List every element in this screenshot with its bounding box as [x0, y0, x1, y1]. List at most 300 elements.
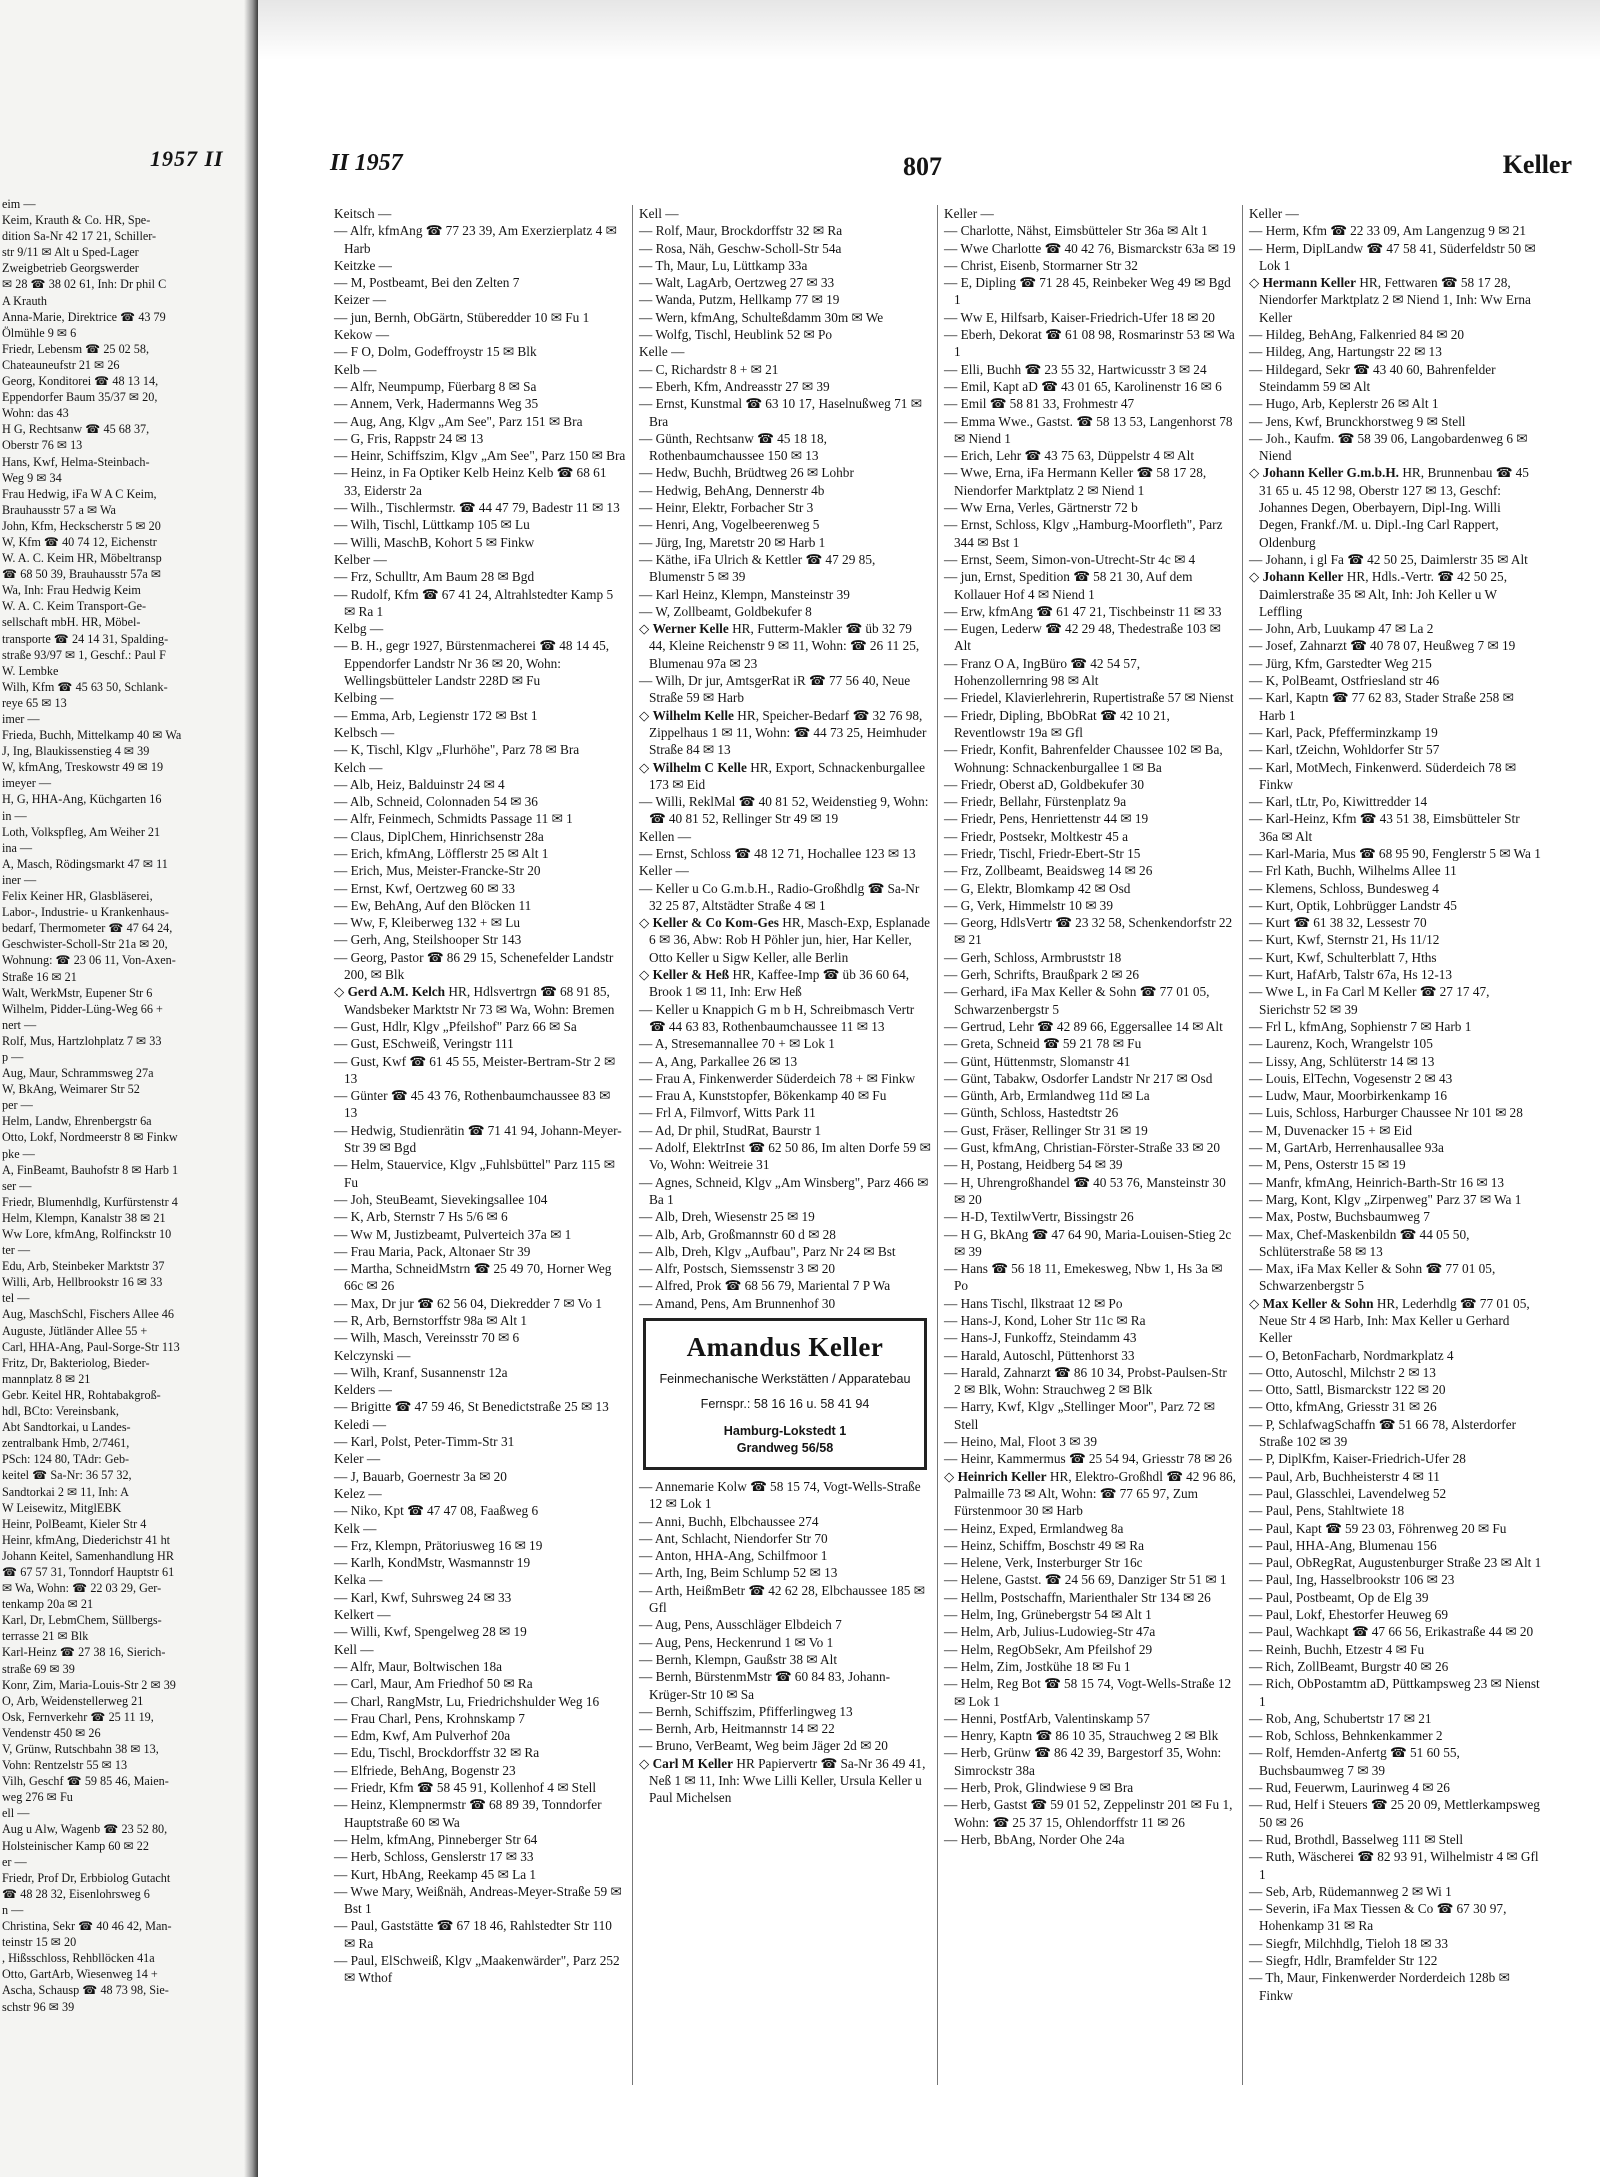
directory-entry: — Wilh, Dr jur, AmtsgerRat iR ☎ 77 56 40, Neue Straße 59 ✉ Harb [639, 673, 911, 706]
page-number: 807 [903, 152, 942, 181]
directory-entry: — Frau A, Finkenwerder Süderdeich 78 + ✉ Finkw [639, 1070, 916, 1086]
directory-entry: — Willi, Kwf, Spengelweg 28 ✉ 19 [334, 1624, 527, 1640]
previous-page-line: per — [2, 1098, 33, 1113]
previous-page-line: , Hißsschloss, Rehbllöcken 41a [2, 1951, 155, 1966]
directory-entry: — P, SchlafwagSchaffn ☎ 51 66 78, Alsterdorfer Straße 102 ✉ 39 [1249, 1416, 1517, 1450]
directory-entry: — Elli, Buchh ☎ 23 55 32, Hartwicusstr 3 ✉ 24 [944, 361, 1207, 377]
directory-entry: — Alb, Heiz, Balduinstr 24 ✉ 4 [334, 776, 505, 792]
previous-page-line: n — [2, 1902, 24, 1917]
surname-heading: Kelbing — [334, 690, 394, 706]
directory-entry: — Edu, Tischl, Brockdorffstr 32 ✉ Ra [334, 1745, 540, 1761]
directory-entry: — Erw, kfmAng ☎ 61 47 21, Tischbeinstr 11 ✉ 33 [944, 603, 1222, 619]
previous-page-line: Frieda, Buchh, Mittelkamp 40 ✉ Wa [2, 728, 182, 743]
directory-entry: — Günth, Arb, Ermlandweg 11d ✉ La [944, 1088, 1150, 1104]
directory-entry: — Günth, Schloss, Hastedtstr 26 [944, 1105, 1119, 1121]
previous-page-line: H G, Rechtsanw ☎ 45 68 37, [2, 422, 150, 437]
directory-entry: — Rosa, Näh, Geschw-Scholl-Str 54a [639, 240, 842, 256]
directory-entry: — Rob, Ang, Schubertstr 17 ✉ 21 [1249, 1710, 1432, 1726]
directory-entry: — Kurt, HafArb, Talstr 67a, Hs 12-13 [1249, 967, 1453, 983]
directory-entry: — Karl, tZeichn, Wohldorfer Str 57 [1249, 742, 1440, 758]
directory-entry: — Hugo, Arb, Keplerstr 26 ✉ Alt 1 [1249, 396, 1439, 412]
directory-entry: — Frau Maria, Pack, Altonaer Str 39 [334, 1243, 531, 1259]
directory-entry: — Hildegard, Sekr ☎ 43 40 60, Bahrenfelder Steindamm 59 ✉ Alt [1249, 361, 1496, 394]
previous-page-line: Friedr, Blumenhdlg, Kurfürstenstr 4 [2, 1194, 178, 1209]
previous-page-line: Keim, Krauth & Co. HR, Spe- [2, 213, 151, 228]
directory-entry: — A, Stresemannallee 70 + ✉ Lok 1 [639, 1036, 835, 1052]
surname-heading: Kell — [334, 1641, 374, 1657]
directory-entry: — Paul, Arb, Buchheisterstr 4 ✉ 11 [1249, 1468, 1440, 1484]
directory-column-3 [938, 205, 1243, 2085]
directory-entry: — Walt, LagArb, Oertzweg 27 ✉ 33 [639, 275, 835, 291]
directory-entry: — Günt, Tabakw, Osdorfer Landstr Nr 217 ✉ Osd [944, 1070, 1213, 1086]
directory-entry: — Rudolf, Kfm ☎ 67 41 24, Altrahlstedter Kamp 5 ✉ Ra 1 [334, 586, 614, 619]
directory-entry: — Charl, RangMstr, Lu, Friedrichshulder Weg 16 [334, 1693, 600, 1709]
directory-column-1 [328, 205, 633, 2085]
previous-page-line: Osk, Fernverkehr ☎ 25 11 19, [2, 1709, 154, 1724]
previous-page-line: Otto, GartArb, Wiesenweg 14 + [2, 1967, 158, 1982]
previous-page-line: W, BkAng, Weimarer Str 52 [2, 1082, 140, 1097]
directory-entry: — Paul, Ing, Hasselbrookstr 106 ✉ 23 [1249, 1572, 1455, 1588]
directory-entry: — P, DiplKfm, Kaiser-Friedrich-Ufer 28 [1249, 1451, 1466, 1467]
company-entry: ◇ Gerd A.M. Kelch HR, Hdlsvertrgn ☎ 68 91 85, Wandsbeker Marktstr Nr 73 ✉ Wa, Wohn: Bremen [334, 984, 615, 1017]
directory-entry: — Hedwig, BehAng, Dennerstr 4b [639, 482, 825, 498]
directory-entry: — Günt, Hüttenmstr, Slomanstr 41 [944, 1053, 1131, 1069]
directory-entry: — Kurt, Optik, Lohbrügger Landstr 45 [1249, 897, 1457, 913]
previous-page-line: Carl, HHA-Ang, Paul-Sorge-Str 113 [2, 1339, 180, 1354]
directory-entry: — Aug, Pens, Ausschläger Elbdeich 7 [639, 1617, 842, 1633]
directory-entry: — Henni, PostfArb, Valentinskamp 57 [944, 1710, 1150, 1726]
directory-entry: — K, PolBeamt, Ostfriesland str 46 [1249, 673, 1440, 689]
previous-page-line: Friedr, Lebensm ☎ 25 02 58, [2, 341, 150, 356]
company-entry: ◇ Hermann Keller HR, Fettwaren ☎ 58 17 28, Niendorfer Marktplatz 2 ✉ Niend 1, Inh: Ww Erna Keller [1249, 275, 1531, 325]
company-entry: ◇ Johann Keller HR, Hdls.-Vertr. ☎ 42 50 25, Daimlerstraße 35 ✉ Alt, Inh: Joh Keller u W Leffling [1249, 569, 1508, 619]
previous-page-line: Ascha, Schausp ☎ 48 73 98, Sie- [2, 1983, 169, 1998]
directory-entry: — Claus, DiplChem, Hinrichsenstr 28a [334, 828, 544, 844]
previous-page-line: teinstr 15 ✉ 20 [2, 1935, 77, 1950]
previous-page-line: W, kfmAng, Treskowstr 49 ✉ 19 [2, 760, 164, 775]
previous-page-line: A, Masch, Rödingsmarkt 47 ✉ 11 [2, 856, 168, 871]
directory-entry: — Herb, Prok, Glindwiese 9 ✉ Bra [944, 1780, 1134, 1796]
directory-entry: — Ww E, Hilfsarb, Kaiser-Friedrich-Ufer 18 ✉ 20 [944, 309, 1215, 325]
directory-entry: — Bernh, Arb, Heitmannstr 14 ✉ 22 [639, 1721, 835, 1737]
directory-entry: — Karl, Polst, Peter-Timm-Str 31 [334, 1434, 515, 1450]
previous-page-line: Auguste, Jütländer Allee 55 + [2, 1323, 148, 1338]
directory-entry: — Anton, HHA-Ang, Schilfmoor 1 [639, 1548, 828, 1564]
previous-page-line: W. A. C. Keim Transport-Ge- [2, 599, 147, 614]
directory-entry: — Gerh, Ang, Steilshooper Str 143 [334, 932, 522, 948]
directory-entry: — G, Elektr, Blomkamp 42 ✉ Osd [944, 880, 1131, 896]
directory-entry: — E, Dipling ☎ 71 28 45, Reinbeker Weg 49 ✉ Bgd 1 [944, 275, 1231, 308]
directory-entry: — Wilh, Tischl, Lüttkamp 105 ✉ Lu [334, 517, 530, 533]
previous-page-line: Fritz, Dr, Bakteriolog, Bieder- [2, 1355, 150, 1370]
directory-entry: — Alfr, Neumpump, Füerbarg 8 ✉ Sa [334, 378, 537, 394]
directory-entry: — R, Arb, Bernstorffstr 98a ✉ Alt 1 [334, 1313, 527, 1328]
directory-entry: — Jürg, Kfm, Garstedter Weg 215 [1249, 655, 1432, 671]
previous-page-line: Aug u Alw, Wagenb ☎ 23 52 80, [2, 1822, 168, 1837]
ad-address-line1: Hamburg-Lokstedt 1 [723, 1424, 847, 1438]
directory-entry: — Hedwig, Studienrätin ☎ 71 41 94, Johann-Meyer-Str 39 ✉ Bgd [334, 1122, 622, 1156]
previous-page-line: imeyer — [2, 776, 52, 791]
ad-subtitle: Feinmechanische Werkstätten / Apparatebau [659, 1372, 911, 1386]
directory-entry: — Kurt, Kwf, Schulterblatt 7, Hths [1249, 949, 1437, 965]
directory-entry: — Ernst, Kwf, Oertzweg 60 ✉ 33 [334, 880, 516, 896]
directory-entry: — Harry, Kwf, Klgv „Stellinger Moor", Parz 72 ✉ Stell [944, 1399, 1215, 1432]
surname-heading: Kelk — [334, 1520, 377, 1536]
company-entry: ◇ Wilhelm Kelle HR, Speicher-Bedarf ☎ 32 76 98, Zippelhaus 1 ✉ 11, Wohn: ☎ 44 73 25, Heimhuder Straße 84 ✉ 13 [639, 707, 927, 758]
directory-entry: — Heinr, Kammermus ☎ 25 54 94, Griesstr 78 ✉ 26 [944, 1451, 1232, 1467]
directory-entry: — Erich, Mus, Meister-Francke-Str 20 [334, 863, 541, 879]
directory-entry: — jun, Ernst, Spedition ☎ 58 21 30, Auf dem Kollauer Hof 4 ✉ Niend 1 [944, 569, 1193, 602]
directory-entry: — Gertrud, Lehr ☎ 42 89 66, Eggersallee 14 ✉ Alt [944, 1018, 1223, 1034]
directory-entry: — Eugen, Lederw ☎ 42 29 48, Thedestraße 103 ✉ Alt [944, 621, 1221, 654]
directory-entry: — Karlh, KondMstr, Wasmannstr 19 [334, 1555, 531, 1571]
directory-entry: — Emil ☎ 58 81 33, Frohmestr 47 [944, 396, 1135, 412]
directory-entry: — Johann, i gl Fa ☎ 42 50 25, Daimlerstr 35 ✉ Alt [1249, 551, 1528, 567]
directory-entry: — Henri, Ang, Vogelbeerenweg 5 [639, 517, 820, 533]
previous-page-strip [0, 0, 259, 2177]
directory-entry: — Karl, tLtr, Po, Kiwittredder 14 [1249, 794, 1428, 810]
directory-entry: — Herm, DiplLandw ☎ 47 58 41, Süderfeldstr 50 ✉ Lok 1 [1249, 240, 1536, 273]
previous-page-line: W Leisewitz, MitglEBK [2, 1500, 122, 1515]
previous-page-line: H, G, HHA-Ang, Küchgarten 16 [2, 792, 162, 807]
directory-entry: — H G, BkAng ☎ 47 64 90, Maria-Louisen-Stieg 2c ✉ 39 [944, 1226, 1232, 1259]
directory-entry: — Ludw, Maur, Moorbirkenkamp 16 [1249, 1088, 1448, 1104]
directory-entry: — Alfr, Feinmech, Schmidts Passage 11 ✉ 1 [334, 811, 573, 827]
directory-entry: — Louis, ElTechn, Vogesenstr 2 ✉ 43 [1249, 1070, 1453, 1086]
directory-entry: — Paul, Lokf, Ehestorfer Heuweg 69 [1249, 1607, 1449, 1623]
directory-entry: — Herb, Grünw ☎ 86 42 39, Bargestorf 35, Wohn: Simrockstr 38a [944, 1745, 1222, 1778]
directory-entry: — Heinz, Exped, Ermlandweg 8a [944, 1520, 1124, 1536]
surname-heading: Kelle — [639, 344, 685, 360]
directory-entry: — Günth, Rechtsanw ☎ 45 18 18, Rothenbaumchaussee 150 ✉ 13 [639, 430, 827, 464]
directory-entry: — Alb, Arb, Großmannstr 60 d ✉ 28 [639, 1226, 836, 1242]
directory-entry: — Emma Wwe., Gastst. ☎ 58 13 53, Langenhorst 78 ✉ Niend 1 [944, 413, 1233, 446]
directory-entry: — Gust, kfmAng, Christian-Förster-Straße 33 ✉ 20 [944, 1140, 1221, 1156]
directory-entry: — Wilh, Masch, Vereinsstr 70 ✉ 6 [334, 1330, 520, 1346]
previous-page-line: str 9/11 ✉ Alt u Sped-Lager [2, 245, 139, 260]
directory-entry: — Kurt, HbAng, Reekamp 45 ✉ La 1 [334, 1866, 537, 1882]
previous-page-line: ✉ 28 ☎ 38 02 61, Inh: Dr phil C [2, 277, 167, 292]
directory-entry: — Frz, Zollbeamt, Beaidsweg 14 ✉ 26 [944, 863, 1153, 879]
directory-entry: — John, Arb, Luukamp 47 ✉ La 2 [1249, 621, 1434, 637]
directory-entry: — Arth, Ing, Beim Schlump 52 ✉ 13 [639, 1565, 838, 1581]
previous-page-line: Willi, Arb, Hellbrookstr 16 ✉ 33 [2, 1275, 163, 1290]
directory-entry: — Lissy, Ang, Schlüterstr 14 ✉ 13 [1249, 1053, 1435, 1069]
directory-entry: — Paul, HHA-Ang, Blumenau 156 [1249, 1537, 1437, 1553]
previous-page-line: zentralbank Hmb, 2/7461, [2, 1436, 130, 1451]
previous-page-line: Wilhelm, Pidder-Lüng-Weg 66 + [2, 1001, 163, 1016]
previous-page-line: iner — [2, 872, 37, 887]
previous-page-line: A Krauth [2, 293, 48, 308]
directory-entry: — Keller u Co G.m.b.H., Radio-Großhdlg ☎ Sa-Nr 32 25 87, Altstädter Straße 4 ✉ 1 [639, 880, 920, 913]
previous-page-line: sellschaft mbH. HR, Möbel- [2, 615, 141, 630]
directory-entry: — Eberh, Dekorat ☎ 61 08 98, Rosmarinstr 53 ✉ Wa 1 [944, 327, 1235, 360]
directory-entry: — Kurt, Kwf, Sternstr 21, Hs 11/12 [1249, 932, 1440, 948]
directory-entry: — Helm, kfmAng, Pinneberger Str 64 [334, 1831, 538, 1847]
page-header-year: II 1957 [330, 150, 403, 176]
directory-entry: — Paul, Wachkapt ☎ 47 66 56, Erikastraße 44 ✉ 20 [1249, 1624, 1534, 1640]
previous-page-line: Gebr. Keitel HR, Rohtabakgroß- [2, 1387, 161, 1402]
directory-entry: — Frz, Klempn, Prätoriusweg 16 ✉ 19 [334, 1537, 543, 1553]
directory-entry: — Bruno, VerBeamt, Weg beim Jäger 2d ✉ 20 [639, 1738, 888, 1754]
directory-entry: — Rich, ZollBeamt, Burgstr 40 ✉ 26 [1249, 1658, 1449, 1674]
surname-heading: Kelczynski — [334, 1347, 411, 1363]
directory-entry: — H, Postang, Heidberg 54 ✉ 39 [944, 1157, 1123, 1173]
previous-page-line: Geschwister-Scholl-Str 21a ✉ 20, [2, 937, 168, 952]
directory-entry: — Max, Chef-Maskenbildn ☎ 44 05 50, Schlüterstraße 58 ✉ 13 [1249, 1226, 1470, 1259]
previous-page-line: hdl, BCto: Vereinsbank, [2, 1404, 119, 1419]
directory-entry: — A, Ang, Parkallee 26 ✉ 13 [639, 1053, 798, 1069]
previous-page-line: mannplatz 8 ✉ 21 [2, 1371, 91, 1386]
directory-entry: — Otto, kfmAng, Griesstr 31 ✉ 26 [1249, 1399, 1437, 1415]
previous-page-line: J, Ing, Blaukissenstieg 4 ✉ 39 [2, 744, 150, 759]
surname-heading: Kelb — [334, 361, 377, 377]
directory-entry: — Friedr, Dipling, BbObRat ☎ 42 10 21, Reventlowstr 19a ✉ Gfl [944, 707, 1170, 740]
previous-page-line: p — [2, 1049, 24, 1064]
book-spine [244, 0, 258, 2177]
directory-entry: — Wwe Mary, Weißnäh, Andreas-Meyer-Straße 59 ✉ Bst 1 [334, 1883, 622, 1917]
ad-address-line2: Grandweg 56/58 [736, 1441, 834, 1455]
previous-page-line: O, Arb, Weidenstellerweg 21 [2, 1693, 144, 1708]
directory-entry: — Bernh, Schiffszim, Pfifferlingweg 13 [639, 1703, 853, 1719]
directory-entry: — J, Bauarb, Goernestr 3a ✉ 20 [334, 1468, 507, 1484]
surname-heading: Kelkert — [334, 1607, 391, 1623]
previous-page-line: Vilh, Geschf ☎ 59 85 46, Maien- [2, 1774, 169, 1789]
directory-entry: — Ernst, Seem, Simon-von-Utrecht-Str 4c ✉ 4 [944, 551, 1196, 567]
previous-page-line: tenkamp 20a ✉ 21 [2, 1597, 94, 1612]
directory-entry: — Annemarie Kolw ☎ 58 15 74, Vogt-Wells-Straße 12 ✉ Lok 1 [639, 1479, 921, 1512]
ad-title: Amandus Keller [686, 1332, 884, 1362]
previous-page-line: nert — [2, 1017, 37, 1032]
previous-page-line: ter — [2, 1243, 31, 1258]
previous-page-line: W. A. C. Keim HR, Möbeltransp [2, 551, 162, 566]
previous-page-line: in — [2, 808, 27, 823]
advertisement-box [643, 1318, 927, 1470]
previous-page-line: Sandtorkai 2 ✉ 11, Inh: A [2, 1484, 129, 1499]
company-entry: ◇ Max Keller & Sohn HR, Lederhdlg ☎ 77 01 05, Neue Str 4 ✉ Harb, Inh: Max Keller u Gerhard Keller [1249, 1295, 1530, 1346]
previous-page-line: Felix Keiner HR, Glasbläserei, [2, 889, 153, 904]
directory-entry: — Rolf, Hemden-Anfertg ☎ 51 60 55, Buchsbaumweg 7 ✉ 39 [1249, 1745, 1460, 1778]
surname-heading: Keller — [944, 206, 994, 221]
directory-entry: — Annem, Verk, Hadermanns Weg 35 [334, 396, 539, 412]
previous-page-line: Karl, Dr, LebmChem, Süllbergs- [2, 1613, 162, 1628]
directory-entry: — Frz, Schulltr, Am Baum 28 ✉ Bgd [334, 569, 535, 585]
previous-page-line: A, FinBeamt, Bauhofstr 8 ✉ Harb 1 [2, 1162, 179, 1177]
previous-page-line: Helm, Landw, Ehrenbergstr 6a [2, 1114, 152, 1129]
previous-page-line: W. Lembke [2, 663, 59, 678]
directory-entry: — Keller u Knappich G m b H, Schreibmasch Vertr ☎ 44 63 83, Rothenbaumchaussee 11 ✉ 13 [639, 1001, 915, 1034]
directory-entry: — Severin, iFa Max Tiessen & Co ☎ 67 30 97, Hohenkamp 31 ✉ Ra [1249, 1901, 1507, 1934]
surname-heading: Keizer — [334, 292, 387, 308]
directory-entry: — Heinz, Klempnermstr ☎ 68 89 39, Tonndorfer Hauptstraße 60 ✉ Wa [334, 1797, 602, 1830]
directory-entry: — Paul, ElSchweiß, Klgv „Maakenwärder", Parz 252 ✉ Wthof [334, 1952, 620, 1986]
directory-entry: — Helm, Stauervice, Klgv „Fuhlsbüttel" Parz 115 ✉ Fu [334, 1157, 615, 1190]
directory-entry: — O, BetonFacharb, Nordmarkplatz 4 [1249, 1347, 1454, 1363]
directory-entry: — Friedr, Postsekr, Moltkestr 45 a [944, 828, 1128, 844]
directory-entry: — Alb, Schneid, Colonnaden 54 ✉ 36 [334, 794, 538, 810]
directory-entry: — Siegfr, Milchhdlg, Tieloh 18 ✉ 33 [1249, 1935, 1448, 1951]
directory-entry: — Herb, Schloss, Genslerstr 17 ✉ 33 [334, 1849, 534, 1865]
directory-entry: — Helm, Ing, Grünebergstr 54 ✉ Alt 1 [944, 1607, 1152, 1623]
directory-entry: — Ww, F, Kleiberweg 132 + ✉ Lu [334, 915, 520, 931]
directory-entry: — Joh, SteuBeamt, Sievekingsallee 104 [334, 1191, 548, 1207]
previous-page-line: Labor-, Industrie- u Krankenhaus- [2, 905, 169, 920]
directory-entry: — Ant, Schlacht, Niendorfer Str 70 [639, 1530, 828, 1546]
directory-entry: — Frl Kath, Buchh, Wilhelms Allee 11 [1249, 863, 1457, 879]
surname-heading: Keller — [639, 863, 689, 879]
directory-entry: — Jürg, Ing, Maretstr 20 ✉ Harb 1 [639, 534, 826, 550]
directory-entry: — Alfr, kfmAng ☎ 77 23 39, Am Exerzierplatz 4 ✉ Harb [334, 223, 617, 256]
directory-entry: — Hans-J, Funkoffz, Steindamm 43 [944, 1330, 1137, 1346]
previous-page-line: Ölmühle 9 ✉ 6 [2, 325, 77, 340]
previous-page-line: Hans, Kwf, Helma-Steinbach- [2, 454, 150, 469]
directory-entry: — Gust, Fräser, Rellinger Str 31 ✉ 19 [944, 1122, 1148, 1138]
directory-entry: — Karl, Pack, Pfefferminzkamp 19 [1249, 724, 1438, 740]
directory-entry: — Bernh, BürstenmMstr ☎ 60 84 83, Johann-Krüger-Str 10 ✉ Sa [639, 1669, 891, 1702]
directory-entry: — C, Richardstr 8 + ✉ 21 [639, 361, 779, 377]
directory-entry: — Herb, BbAng, Norder Ohe 24a [944, 1831, 1125, 1847]
directory-entry: — Harald, Autoschl, Püttenhorst 33 [944, 1347, 1135, 1363]
company-entry: ◇ Wilhelm C Kelle HR, Export, Schnackenburgallee 173 ✉ Eid [639, 759, 925, 792]
previous-page-line: Wilh, Kfm ☎ 45 63 50, Schlank- [2, 679, 168, 694]
previous-page-line: Friedr, Prof Dr, Erbbiolog Gutacht [2, 1870, 171, 1885]
previous-page-line: ✉ Wa, Wohn: ☎ 22 03 29, Ger- [2, 1581, 162, 1596]
previous-page-line: weg 276 ✉ Fu [2, 1790, 73, 1805]
surname-heading: Kelez — [334, 1485, 382, 1501]
directory-entry: — Rob, Schloss, Behnkenkammer 2 [1249, 1728, 1443, 1744]
directory-entry: — Erich, Lehr ☎ 43 75 63, Düppelstr 4 ✉ Alt [944, 448, 1195, 464]
directory-entry: — Anni, Buchh, Elbchaussee 274 [639, 1513, 819, 1529]
directory-entry: — Herb, Gastst ☎ 59 01 52, Zeppelinstr 201 ✉ Fu 1, Wohn: ☎ 25 37 15, Ohlendorffstr 11 ✉ 26 [944, 1797, 1233, 1830]
directory-entry: — Wilh, Kranf, Susannenstr 12a [334, 1364, 508, 1380]
directory-entry: — Amand, Pens, Am Brunnenhof 30 [639, 1295, 836, 1311]
directory-entry: — Kurt ☎ 61 38 32, Lessestr 70 [1249, 915, 1427, 931]
previous-page-line: ☎ 48 28 32, Eisenlohrsweg 6 [2, 1886, 150, 1901]
previous-page-line: Otto, Lokf, Nordmeerstr 8 ✉ Finkw [2, 1130, 178, 1145]
surname-heading: Keitzke — [334, 257, 392, 273]
directory-entry: — Karl, Kwf, Suhrsweg 24 ✉ 33 [334, 1589, 512, 1605]
directory-entry: — Heinr, Schiffszim, Klgv „Am See", Parz 150 ✉ Bra [334, 448, 626, 464]
directory-entry: — Karl Heinz, Klempn, Mansteinstr 39 [639, 586, 850, 602]
directory-entry: — Reinh, Buchh, Etzestr 4 ✉ Fu [1249, 1641, 1425, 1657]
previous-page-line: Chateauneufstr 21 ✉ 26 [2, 357, 120, 372]
directory-entry: — Frau A, Kunststopfer, Bökenkamp 40 ✉ Fu [639, 1088, 887, 1104]
directory-entry: — Hans Tischl, Ilkstraat 12 ✉ Po [944, 1295, 1123, 1311]
previous-page-header: 1957 II [150, 146, 224, 171]
directory-entry: — Wern, kfmAng, Schulteßdamm 30m ✉ We [639, 309, 884, 325]
directory-entry: — Herm, Kfm ☎ 22 33 09, Am Langenzug 9 ✉ 21 [1249, 223, 1526, 239]
directory-entry: — Max, iFa Max Keller & Sohn ☎ 77 01 05, Schwarzenbergstr 5 [1249, 1261, 1496, 1294]
directory-entry: — Wilh., Tischlermstr. ☎ 44 47 79, Badestr 11 ✉ 13 [334, 500, 620, 516]
directory-entry: — Helm, RegObSekr, Am Pfeilshof 29 [944, 1641, 1153, 1657]
directory-entry: — Gerh, Schrifts, Braußpark 2 ✉ 26 [944, 967, 1140, 983]
previous-page-line: pke — [2, 1146, 35, 1161]
previous-page-line: er — [2, 1854, 27, 1869]
directory-entry: — Luis, Schloss, Harburger Chaussee Nr 101 ✉ 28 [1249, 1105, 1523, 1121]
company-entry: ◇ Werner Kelle HR, Futterm-Makler ☎ üb 32 79 44, Kleine Reichenstr 9 ✉ 11, Wohn: ☎ 26 11 25, Blumenau 97a ✉ 23 [639, 621, 920, 671]
directory-entry: — Otto, Sattl, Bismarckstr 122 ✉ 20 [1249, 1382, 1446, 1398]
previous-page-line: ell — [2, 1806, 30, 1821]
directory-entry: — Arth, HeißmBetr ☎ 42 62 28, Elbchaussee 185 ✉ Gfl [639, 1582, 925, 1616]
previous-page-line: Heinr, kfmAng, Diederichstr 41 ht [2, 1532, 171, 1547]
previous-page-line: straße 93/97 ✉ 1, Geschf.: Paul F [2, 647, 166, 662]
surname-heading: Kelders — [334, 1382, 392, 1398]
directory-entry: — Karl-Heinz, Kfm ☎ 43 51 38, Eimsbütteler Str 36a ✉ Alt [1249, 811, 1520, 844]
previous-page-line: Frau Hedwig, iFa W A C Keim, [2, 486, 157, 501]
directory-entry: — Jens, Kwf, Brunckhorstweg 9 ✉ Stell [1249, 413, 1466, 429]
directory-entry: — Edm, Kwf, Am Pulverhof 20a [334, 1728, 511, 1744]
directory-entry: — Bernh, Klempn, Gaußstr 38 ✉ Alt [639, 1651, 838, 1667]
previous-page-line: PSch: 124 80, TAdr: Geb- [2, 1452, 130, 1467]
directory-entry: — Hellm, Postschaffn, Marienthaler Str 134 ✉ 26 [944, 1589, 1211, 1605]
directory-entry: — Paul, Glasschlei, Lavendelweg 52 [1249, 1485, 1447, 1501]
directory-entry: — Marg, Kont, Klgv „Zirpenweg" Parz 37 ✉ Wa 1 [1249, 1191, 1522, 1207]
directory-entry: — Alb, Dreh, Klgv „Aufbau", Parz Nr 24 ✉ Bst [639, 1243, 896, 1259]
directory-entry: — Rud, Feuerwm, Laurinweg 4 ✉ 26 [1249, 1780, 1450, 1796]
surname-heading: Kelber — [334, 551, 387, 567]
directory-entry: — Karl, MotMech, Finkenwerd. Süderdeich 78 ✉ Finkw [1249, 759, 1517, 792]
previous-page-line: Aug, Maur, Schrammsweg 27a [2, 1066, 154, 1081]
previous-page-line: Vendenstr 450 ✉ 26 [2, 1725, 101, 1740]
previous-page-line: Christina, Sekr ☎ 40 46 42, Man- [2, 1919, 172, 1934]
directory-entry: — Hans-J, Kond, Loher Str 11c ✉ Ra [944, 1313, 1146, 1328]
directory-entry: — Josef, Zahnarzt ☎ 40 78 07, Heußweg 7 ✉ 19 [1249, 638, 1516, 654]
surname-heading: Kelbg — [334, 621, 384, 637]
previous-page-line: dition Sa-Nr 42 17 21, Schiller- [2, 229, 157, 244]
directory-entry: — Helm, Reg Bot ☎ 58 15 74, Vogt-Wells-Straße 12 ✉ Lok 1 [944, 1676, 1232, 1709]
directory-columns [328, 205, 1578, 2085]
directory-entry: — Seb, Arb, Rüdemannweg 2 ✉ Wi 1 [1249, 1883, 1452, 1899]
ad-phone: Fernspr.: 58 16 16 u. 58 41 94 [700, 1397, 870, 1411]
directory-entry: — Hans ☎ 56 18 11, Emekesweg, Nbw 1, Hs 3a ✉ Po [944, 1261, 1223, 1294]
directory-entry: — Max, Dr jur ☎ 62 56 04, Diekredder 7 ✉ Vo 1 [334, 1295, 603, 1311]
directory-entry: — Alb, Dreh, Wiesenstr 25 ✉ 19 [639, 1209, 815, 1225]
directory-entry: — Ww Erna, Verles, Gärtnerstr 72 b [944, 500, 1138, 516]
directory-entry: — Aug, Pens, Heckenrund 1 ✉ Vo 1 [639, 1634, 834, 1650]
directory-entry: — Christ, Eisenb, Stormarner Str 32 [944, 257, 1138, 273]
directory-entry: — Rolf, Maur, Brockdorffstr 32 ✉ Ra [639, 223, 843, 239]
directory-entry: — Hildeg, BehAng, Falkenried 84 ✉ 20 [1249, 327, 1464, 343]
previous-page-line: Rolf, Mus, Hartzlohplatz 7 ✉ 33 [2, 1033, 162, 1048]
previous-page-line: Weg 9 ✉ 34 [2, 470, 62, 485]
directory-entry: — Helm, Zim, Jostkühe 18 ✉ Fu 1 [944, 1658, 1131, 1674]
surname-heading: Kell — [639, 206, 679, 221]
directory-entry: — Paul, Postbeamt, Op de Elg 39 [1249, 1589, 1429, 1605]
directory-entry: — Ernst, Schloss, Klgv „Hamburg-Moorfleth", Parz 344 ✉ Bst 1 [944, 517, 1223, 550]
running-head: Keller [1502, 150, 1572, 179]
previous-page-line: Wohnung: ☎ 23 06 11, Von-Axen- [2, 953, 176, 968]
previous-page-line: reye 65 ✉ 13 [2, 695, 67, 710]
directory-entry: — Helene, Gastst. ☎ 24 56 69, Danziger Str 51 ✉ 1 [944, 1572, 1227, 1588]
directory-entry: — Friedr, Kfm ☎ 58 45 91, Kollenhof 4 ✉ Stell [334, 1780, 597, 1796]
directory-entry: — Gust, ESchweiß, Veringstr 111 [334, 1036, 514, 1052]
surname-heading: Kelbsch — [334, 724, 395, 740]
directory-entry: — Alfr, Postsch, Siemssenstr 3 ✉ 20 [639, 1261, 836, 1277]
previous-page-line: tel — [2, 1291, 30, 1306]
directory-entry: — Frl A, Filmvorf, Witts Park 11 [639, 1105, 816, 1121]
directory-entry: — Heinr, Elektr, Forbacher Str 3 [639, 500, 814, 516]
previous-page-line: imer — [2, 712, 40, 726]
directory-entry: — Karl, Kaptn ☎ 77 62 83, Stader Straße 258 ✉ Harb 1 [1249, 690, 1514, 723]
directory-entry: — Ruth, Wäscherei ☎ 82 93 91, Wilhelmistr 4 ✉ Gfl 1 [1249, 1849, 1539, 1882]
directory-entry: — G, Fris, Rappstr 24 ✉ 13 [334, 430, 484, 446]
previous-page-line: Wa, Inh: Frau Hedwig Keim [2, 583, 141, 598]
directory-entry: — Paul, Gaststätte ☎ 67 18 46, Rahlstedter Str 110 ✉ Ra [334, 1918, 612, 1951]
previous-page-line: Brauhausstr 57 a ✉ Wa [2, 502, 116, 517]
directory-entry: — Wanda, Putzm, Hellkamp 77 ✉ 19 [639, 292, 840, 308]
previous-page-line: Walt, WerkMstr, Eupener Str 6 [2, 985, 153, 1000]
directory-entry: — Gerhard, iFa Max Keller & Sohn ☎ 77 01 05, Schwarzenbergstr 5 [944, 984, 1210, 1017]
